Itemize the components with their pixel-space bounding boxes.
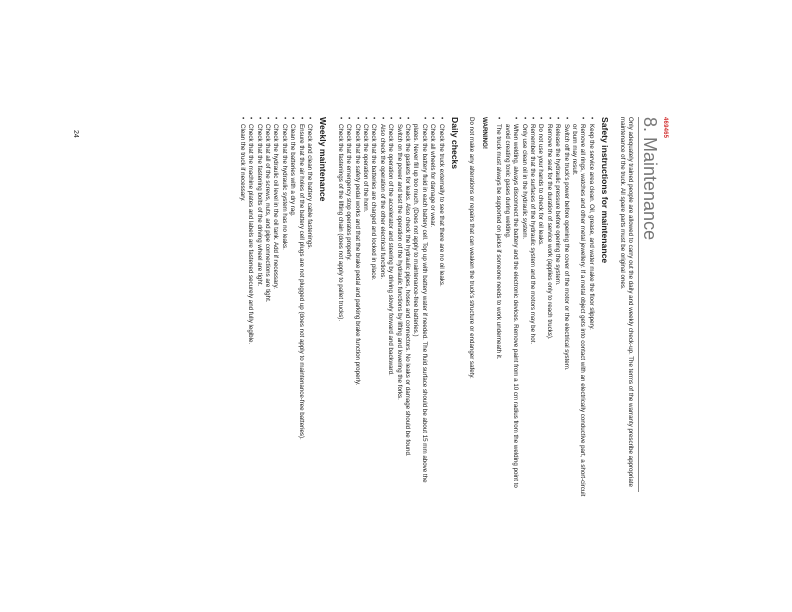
intro-paragraph: Only adequately trained people are allowed to carry out the daily and weekly check-up. The terms of the warranty prescribe appropriate maintenance of the truck. All spare parts must be original ones. <box>618 117 634 487</box>
list-item: • Release the hydraulic pressure before opening the system. <box>553 117 561 497</box>
list-item: • Ensure that the air holes of the battery cell plugs are not plugged up (does not apply to maintenance-free batteries). <box>296 117 304 497</box>
list-item: • Remember that the surfaces of the hydraulic system and the motors may be hot. <box>528 117 536 497</box>
list-item: • Switch off the truck's power before opening the cover of the motor or the electrical system. <box>561 117 569 497</box>
document-code: 469465 <box>662 117 668 139</box>
weekly-maintenance-heading: Weekly maintenance <box>318 117 329 202</box>
list-item: • Clean the batteries with a dry rag. <box>288 117 296 497</box>
list-item: • The truck must always be supported on jacks if someone needs to work underneath it. <box>494 117 502 497</box>
list-item: • Check that the machine plates and labels are fastened securely and fully legible. <box>246 117 254 497</box>
list-item: • Only use clean oil in the hydraulic system. <box>519 117 527 497</box>
list-item: • Switch on the power and test the operation of the hydraulic functions by lifting and lowering the forks. <box>394 117 402 497</box>
list-item: • Check that the fastening bolts of the driving wheel are tight. <box>254 117 262 497</box>
list-item: • Do not use your hands to check for oil leaks. <box>536 117 544 497</box>
list-item: • Check that the safety pedal works and that the brake pedal and parking brake function properly. <box>352 117 360 497</box>
list-item: • Check the gaskets for leaks. Also check the hydraulic pipes, hoses and connectors. No leaks or damage should be found. <box>403 117 411 497</box>
list-item: • Check and clean the battery cable fastenings. <box>305 117 313 497</box>
list-item: • Check that the hydraulic system has no leaks. <box>279 117 287 497</box>
list-item: • Check that all of the screws, nuts, and pipe connections are tight. <box>263 117 271 497</box>
list-item: • When welding, always disconnect the battery and the electronic devices. Remove paint from a 10 cm radius from the welding point to avoid creating toxic gases during welding. <box>502 117 519 497</box>
list-item: • Remove all rings, watches and other metal jewellery. If a metal object gets into contact with an electrically conductive part, a short-circuit or burn may result. <box>570 117 587 497</box>
list-item: • Check the operation of the accelerator and steering by driving slowly forward and backward. <box>386 117 394 497</box>
daily-checks-heading: Daily checks <box>450 117 461 170</box>
safety-list <box>494 117 595 497</box>
page-content <box>231 117 634 497</box>
weekly-maintenance-list <box>237 117 313 497</box>
list-item: • Check that the emergency stop operates properly. <box>344 117 352 497</box>
list-item: • Check the fastenings of the lifting chain (does not apply to pallet trucks). <box>335 117 343 497</box>
list-item: • Check the battery fluid in each battery cell. Top up with battery water if needed. The fluid surface should be about 15 mm above the plates. Never fill up too much. (Does not apply to maintenance-free batteries.) <box>411 117 428 497</box>
list-item: • Remove the seat for the duration of service work (applies only to reach trucks). <box>544 117 552 497</box>
list-item: • Clean the truck if necessary. <box>237 117 245 497</box>
list-item: • Check the operation of the horn. <box>361 117 369 497</box>
chapter-title: 8. Maintenance <box>640 117 660 241</box>
list-item: • Also check the operation of the other electrical functions. <box>377 117 385 497</box>
warning-label: WARNING! <box>480 117 488 149</box>
list-item: • Keep the service area clean. Oil, grease, and water make the floor slippery. <box>586 117 594 497</box>
title-rule <box>638 117 639 492</box>
daily-checks-list <box>335 117 444 497</box>
list-item: • Check all wheels for damage or wear. <box>428 117 436 497</box>
list-item: • Check the truck externally to see that there are no oil leaks. <box>436 117 444 497</box>
list-item: • Check the hydraulic oil level in the oil tank. Add if necessary. <box>271 117 279 497</box>
warning-text: Do not make any alterations or repairs that can weaken the truck's structure or endanger safety. <box>468 117 476 379</box>
safety-heading: Safety instructions for maintenance <box>600 117 611 264</box>
list-item: • Check that the batteries are charged and locked in place. <box>369 117 377 497</box>
page-number: 24 <box>72 130 79 138</box>
